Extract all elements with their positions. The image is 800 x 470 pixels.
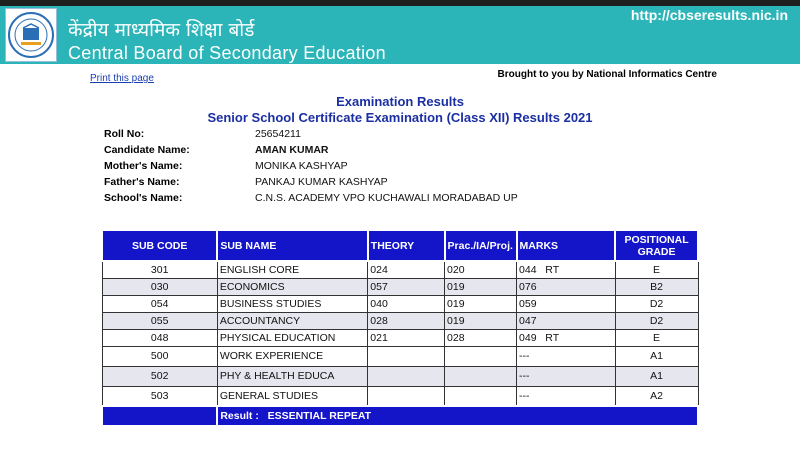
mother-value: MONIKA KASHYAP — [255, 160, 348, 172]
marks-cell: 047 — [517, 312, 616, 329]
page-subtitle: Senior School Certificate Examination (Class XII) Results 2021 — [207, 110, 593, 125]
theory-cell: 028 — [368, 312, 445, 329]
theory-cell: 040 — [368, 295, 445, 312]
school-label: School's Name: — [104, 192, 183, 204]
mother-label: Mother's Name: — [104, 160, 183, 172]
table-row — [102, 278, 698, 295]
grade-cell: B2 — [615, 278, 698, 295]
site-url: http://cbseresults.nic.in — [630, 7, 788, 23]
marks-cell: 076 — [517, 278, 616, 295]
table-row — [102, 366, 698, 386]
table-header-row — [102, 230, 698, 261]
sub-name-cell: PHY & HEALTH EDUCA — [217, 366, 367, 386]
grade-cell: A1 — [615, 366, 698, 386]
sub-code-cell: 054 — [102, 295, 217, 312]
result-spacer — [102, 406, 217, 426]
grade-cell: A1 — [615, 346, 698, 366]
practical-cell: 019 — [445, 312, 517, 329]
header-practical: Prac./IA/Proj. — [445, 230, 517, 261]
result-text: Result : ESSENTIAL REPEAT — [217, 406, 698, 426]
table-row — [102, 312, 698, 329]
grade-cell: E — [615, 261, 698, 278]
credit-text: Brought to you by National Informatics Centre — [497, 69, 717, 80]
practical-cell — [445, 346, 517, 366]
sub-code-cell: 030 — [102, 278, 217, 295]
marks-cell: 059 — [517, 295, 616, 312]
marks-cell: 049 RT — [517, 329, 616, 346]
results-table — [101, 229, 699, 427]
table-row — [102, 386, 698, 406]
header-sub-name: SUB NAME — [217, 230, 367, 261]
school-row — [104, 190, 518, 206]
english-title: Central Board of Secondary Education — [68, 43, 386, 63]
name-value: AMAN KUMAR — [255, 144, 329, 156]
grade-cell: A2 — [615, 386, 698, 406]
sub-name-cell: GENERAL STUDIES — [217, 386, 367, 406]
table-row — [102, 261, 698, 278]
table-row — [102, 346, 698, 366]
father-label: Father's Name: — [104, 176, 180, 188]
header-theory: THEORY — [368, 230, 445, 261]
theory-cell — [368, 386, 445, 406]
cbse-emblem-icon — [6, 9, 56, 61]
marks-cell: --- — [517, 366, 616, 386]
sub-code-cell: 503 — [102, 386, 217, 406]
table-row — [102, 295, 698, 312]
cbse-logo — [5, 8, 57, 62]
grade-cell: D2 — [615, 295, 698, 312]
candidate-info — [104, 126, 518, 206]
header-marks: MARKS — [517, 230, 616, 261]
practical-cell: 028 — [445, 329, 517, 346]
header-sub-code: SUB CODE — [102, 230, 217, 261]
practical-cell: 019 — [445, 295, 517, 312]
sub-code-cell: 500 — [102, 346, 217, 366]
sub-code-cell: 048 — [102, 329, 217, 346]
roll-label: Roll No: — [104, 128, 145, 140]
practical-cell: 019 — [445, 278, 517, 295]
sub-name-cell: ACCOUNTANCY — [217, 312, 367, 329]
theory-cell: 057 — [368, 278, 445, 295]
marks-cell: 044 RT — [517, 261, 616, 278]
sub-code-cell: 301 — [102, 261, 217, 278]
theory-cell: 021 — [368, 329, 445, 346]
sub-name-cell: ENGLISH CORE — [217, 261, 367, 278]
theory-cell — [368, 346, 445, 366]
marks-cell: --- — [517, 346, 616, 366]
roll-value: 25654211 — [255, 128, 301, 140]
name-row — [104, 142, 518, 158]
roll-row — [104, 126, 518, 142]
mother-row — [104, 158, 518, 174]
sub-code-cell: 502 — [102, 366, 217, 386]
name-label: Candidate Name: — [104, 144, 190, 156]
sub-name-cell: ECONOMICS — [217, 278, 367, 295]
school-value: C.N.S. ACADEMY VPO KUCHAWALI MORADABAD UP — [255, 192, 518, 204]
sub-name-cell: PHYSICAL EDUCATION — [217, 329, 367, 346]
practical-cell: 020 — [445, 261, 517, 278]
sub-name-cell: WORK EXPERIENCE — [217, 346, 367, 366]
theory-cell: 024 — [368, 261, 445, 278]
marks-cell: --- — [517, 386, 616, 406]
header-grade: POSITIONAL GRADE — [615, 230, 698, 261]
table-row — [102, 329, 698, 346]
grade-cell: E — [615, 329, 698, 346]
print-page-link[interactable]: Print this page — [90, 73, 154, 84]
grade-cell: D2 — [615, 312, 698, 329]
theory-cell — [368, 366, 445, 386]
practical-cell — [445, 366, 517, 386]
father-value: PANKAJ KUMAR KASHYAP — [255, 176, 388, 188]
site-header — [0, 6, 800, 64]
result-row — [102, 406, 698, 426]
sub-name-cell: BUSINESS STUDIES — [217, 295, 367, 312]
page-title: Examination Results — [336, 94, 464, 109]
father-row — [104, 174, 518, 190]
sub-code-cell: 055 — [102, 312, 217, 329]
practical-cell — [445, 386, 517, 406]
hindi-title: केंद्रीय माध्यमिक शिक्षा बोर्ड — [68, 19, 255, 41]
